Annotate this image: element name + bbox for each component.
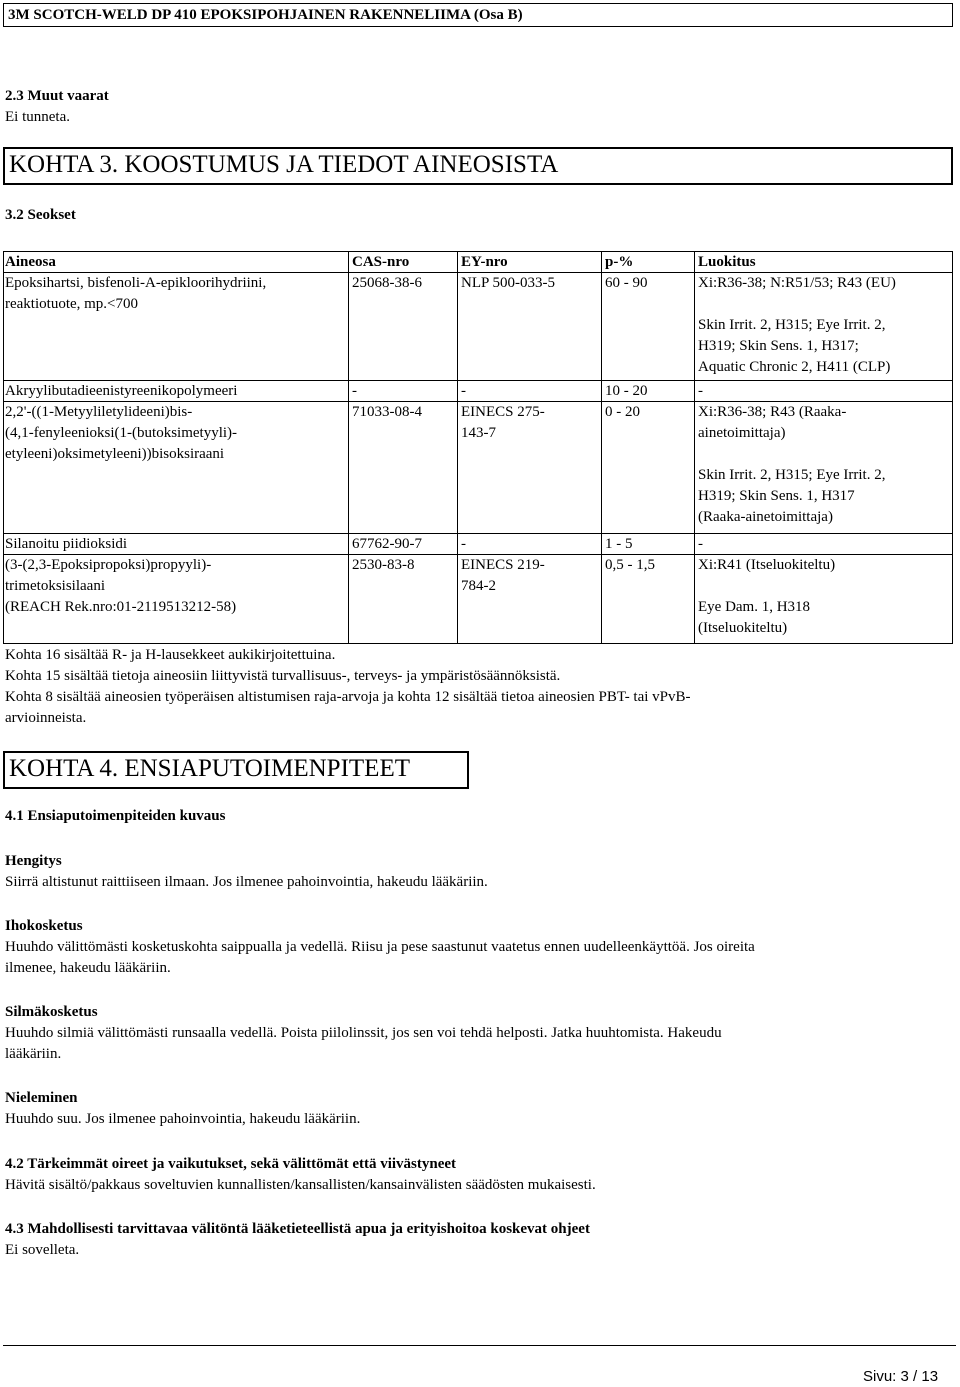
table-cell-ey: EINECS 275- [461, 404, 545, 420]
table-cell-luokitus: - [698, 536, 703, 552]
table-row-divider [3, 643, 953, 644]
table-cell-ey: 143-7 [461, 425, 496, 441]
table-cell-luokitus-clp: (Itseluokiteltu) [698, 620, 788, 636]
table-cell-luokitus: Xi:R36-38; R43 (Raaka- [698, 404, 847, 420]
table-cell-luokitus-clp: Skin Irrit. 2, H315; Eye Irrit. 2, [698, 467, 886, 483]
section-4-1-title: 4.1 Ensiaputoimenpiteiden kuvaus [5, 808, 226, 824]
hengitys-title: Hengitys [5, 853, 62, 869]
note-line: Kohta 16 sisältää R- ja H-lausekkeet aukikirjoitettuina. [5, 647, 336, 663]
section-4-2-title: 4.2 Tärkeimmät oireet ja vaikutukset, sekä välittömät että viivästyneet [5, 1156, 457, 1172]
table-cell-cas: 67762-90-7 [352, 536, 422, 552]
silmakosketus-text-2: lääkäriin. [5, 1046, 62, 1062]
table-cell-aineosa: (REACH Rek.nro:01-2119513212-58) [5, 599, 237, 615]
table-cell-ey: EINECS 219- [461, 557, 545, 573]
table-column-divider [601, 251, 602, 643]
table-column-divider [457, 251, 458, 643]
section-4-3-title: 4.3 Mahdollisesti tarvittavaa välitöntä lääketieteellistä apua ja erityishoitoa koskevat ohjeet [5, 1221, 590, 1237]
table-cell-ey: NLP 500-033-5 [461, 275, 556, 291]
section-4-heading [3, 751, 469, 789]
table-cell-aineosa: (3-(2,3-Epoksipropoksi)propyyli)- [5, 557, 212, 573]
note-line: Kohta 15 sisältää tietoja aineosiin liittyvistä turvallisuus-, terveys- ja ympäristösäännöksistä. [5, 668, 561, 684]
table-cell-aineosa: Silanoitu piidioksidi [5, 536, 128, 552]
note-line: Kohta 8 sisältää aineosien työperäisen altistumisen raja-arvoja ja kohta 12 sisältää tietoa aineosien PBT- tai vPvB- [5, 689, 691, 705]
table-header-pct: p-% [605, 254, 634, 270]
table-cell-cas: 71033-08-4 [352, 404, 422, 420]
table-cell-aineosa: (4,1-fenyleenioksi(1-(butoksimetyyli)- [5, 425, 238, 441]
table-cell-pct: 0,5 - 1,5 [605, 557, 655, 573]
section-2-3-title: 2.3 Muut vaarat [5, 88, 109, 104]
table-cell-cas: - [352, 383, 357, 399]
table-cell-luokitus-clp: (Raaka-ainetoimittaja) [698, 509, 833, 525]
table-header-aineosa: Aineosa [5, 254, 56, 270]
table-cell-ey: - [461, 383, 466, 399]
table-header-ey: EY-nro [461, 254, 508, 270]
table-cell-cas: 25068-38-6 [352, 275, 422, 291]
ihokosketus-text-2: ilmenee, hakeudu lääkäriin. [5, 960, 171, 976]
footer-divider [3, 1345, 956, 1346]
ihokosketus-title: Ihokosketus [5, 918, 83, 934]
table-cell-luokitus-clp: Aquatic Chronic 2, H411 (CLP) [698, 359, 891, 375]
section-3-heading [3, 147, 953, 185]
table-column-divider [348, 251, 349, 643]
document-header: 3M SCOTCH-WELD DP 410 EPOKSIPOHJAINEN RAKENNELIIMA (Osa B) [3, 3, 953, 27]
table-cell-pct: 0 - 20 [605, 404, 640, 420]
table-cell-aineosa: etyleeni)oksimetyleeni))bisoksiraani [5, 446, 225, 462]
table-cell-luokitus-clp: Skin Irrit. 2, H315; Eye Irrit. 2, [698, 317, 886, 333]
table-cell-ey: - [461, 536, 466, 552]
ihokosketus-text-1: Huuhdo välittömästi kosketuskohta saippualla ja vedellä. Riisu ja pese saastunut vaatetus ennen uudelleenkäyttöä. Jos oireita [5, 939, 755, 955]
section-3-2-title: 3.2 Seokset [5, 207, 76, 223]
hengitys-text: Siirrä altistunut raittiiseen ilmaan. Jos ilmenee pahoinvointia, hakeudu lääkäriin. [5, 874, 488, 890]
table-cell-luokitus: ainetoimittaja) [698, 425, 786, 441]
table-row-divider [3, 533, 953, 534]
table-cell-aineosa: trimetoksisilaani [5, 578, 105, 594]
table-cell-ey: 784-2 [461, 578, 496, 594]
section-4-title: KOHTA 4. ENSIAPUTOIMENPITEET [9, 755, 410, 782]
table-column-divider [694, 251, 695, 643]
silmakosketus-text-1: Huuhdo silmiä välittömästi runsaalla vedellä. Poista piilolinssit, jos sen voi tehdä helposti. Jatka huuhtomista. Hakeudu [5, 1025, 722, 1041]
table-cell-luokitus: - [698, 383, 703, 399]
table-header-cas: CAS-nro [352, 254, 410, 270]
section-4-2-text: Hävitä sisältö/pakkaus soveltuvien kunnallisten/kansallisten/kansainvälisten säädösten mukaisesti. [5, 1177, 596, 1193]
table-cell-aineosa: Akryylibutadieenistyreenikopolymeeri [5, 383, 238, 399]
nieleminen-text: Huuhdo suu. Jos ilmenee pahoinvointia, hakeudu lääkäriin. [5, 1111, 361, 1127]
page-number: Sivu: 3 / 13 [863, 1368, 939, 1385]
section-4-3-text: Ei sovelleta. [5, 1242, 80, 1258]
table-cell-luokitus: Xi:R41 (Itseluokiteltu) [698, 557, 836, 573]
table-cell-luokitus-clp: Eye Dam. 1, H318 [698, 599, 811, 615]
section-3-title: KOHTA 3. KOOSTUMUS JA TIEDOT AINEOSISTA [9, 151, 559, 178]
nieleminen-title: Nieleminen [5, 1090, 78, 1106]
table-cell-luokitus-clp: H319; Skin Sens. 1, H317 [698, 488, 855, 504]
silmakosketus-title: Silmäkosketus [5, 1004, 98, 1020]
table-cell-luokitus-clp: H319; Skin Sens. 1, H317; [698, 338, 859, 354]
table-header-luokitus: Luokitus [698, 254, 756, 270]
table-cell-pct: 10 - 20 [605, 383, 648, 399]
section-2-3-text: Ei tunneta. [5, 109, 70, 125]
table-border-right [952, 251, 953, 643]
table-cell-pct: 60 - 90 [605, 275, 648, 291]
table-cell-pct: 1 - 5 [605, 536, 633, 552]
table-cell-luokitus: Xi:R36-38; N:R51/53; R43 (EU) [698, 275, 896, 291]
table-border-left [3, 251, 4, 643]
table-cell-aineosa: reaktiotuote, mp.<700 [5, 296, 139, 312]
table-cell-aineosa: 2,2'-((1-Metyyliletylideeni)bis- [5, 404, 193, 420]
table-cell-cas: 2530-83-8 [352, 557, 415, 573]
note-line: arvioinneista. [5, 710, 87, 726]
table-cell-aineosa: Epoksihartsi, bisfenoli-A-epikloorihydriini, [5, 275, 267, 291]
